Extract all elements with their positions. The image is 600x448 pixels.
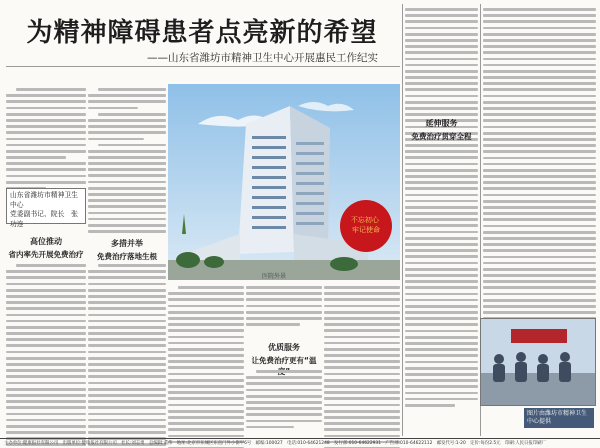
body-text-block [483,8,596,363]
section-heading: 延伸服务 免费治疗贯穿全程 [411,119,472,141]
photo-caption: 医院外景 [262,273,287,280]
section-heading: 优质服务 让免费治疗更有“温 [251,343,317,365]
secondary-photo-caption: 图片由潍坊市精神卫生中心提供 [524,408,594,428]
header-rule [6,66,400,67]
hospital-photo [168,84,400,280]
portrait-caption: 山东省潍坊市精神卫生中心 党委副书记、院长 张功连 [6,188,86,224]
body-text-block [88,162,166,233]
activity-photo-illustration [481,319,596,406]
column-rule [402,4,403,436]
body-text-block [324,286,400,448]
body-text-block [405,144,478,407]
hospital-building-illustration [168,84,400,280]
body-text-block [6,264,86,448]
body-text-block [246,370,322,428]
body-text-block [88,264,166,448]
subtitle: ——山东省潍坊市精神卫生中心开展惠民工作纪实 [147,52,378,64]
body-text-block [6,88,86,190]
section-heading: 多措并举 免费治疗落地生根 [97,239,157,261]
body-text-block [246,286,322,326]
body-text-block [88,88,166,171]
sign-text: 不忘初心 牢记使命 [350,216,380,234]
section-heading: 高位推动 省内率先开展免费治疗 [8,237,84,259]
body-text-block [168,286,244,448]
secondary-photo [480,318,596,406]
masthead-footer: 主办单位:健康报社有限公司 出版单位:健康报社有限公司 社长:刘志勇 总编辑:董伟 地址:北京市东城区东直门外小街甲6号 邮编:100027 电话:010-64621248 发行部:010-64622931 广告部:010-64622112 邮发代号:1-20 定价:每份2.5元 印刷:人民日报印刷厂 [0,438,600,448]
headline: 为精神障碍患者点亮新的希望 [26,18,378,48]
